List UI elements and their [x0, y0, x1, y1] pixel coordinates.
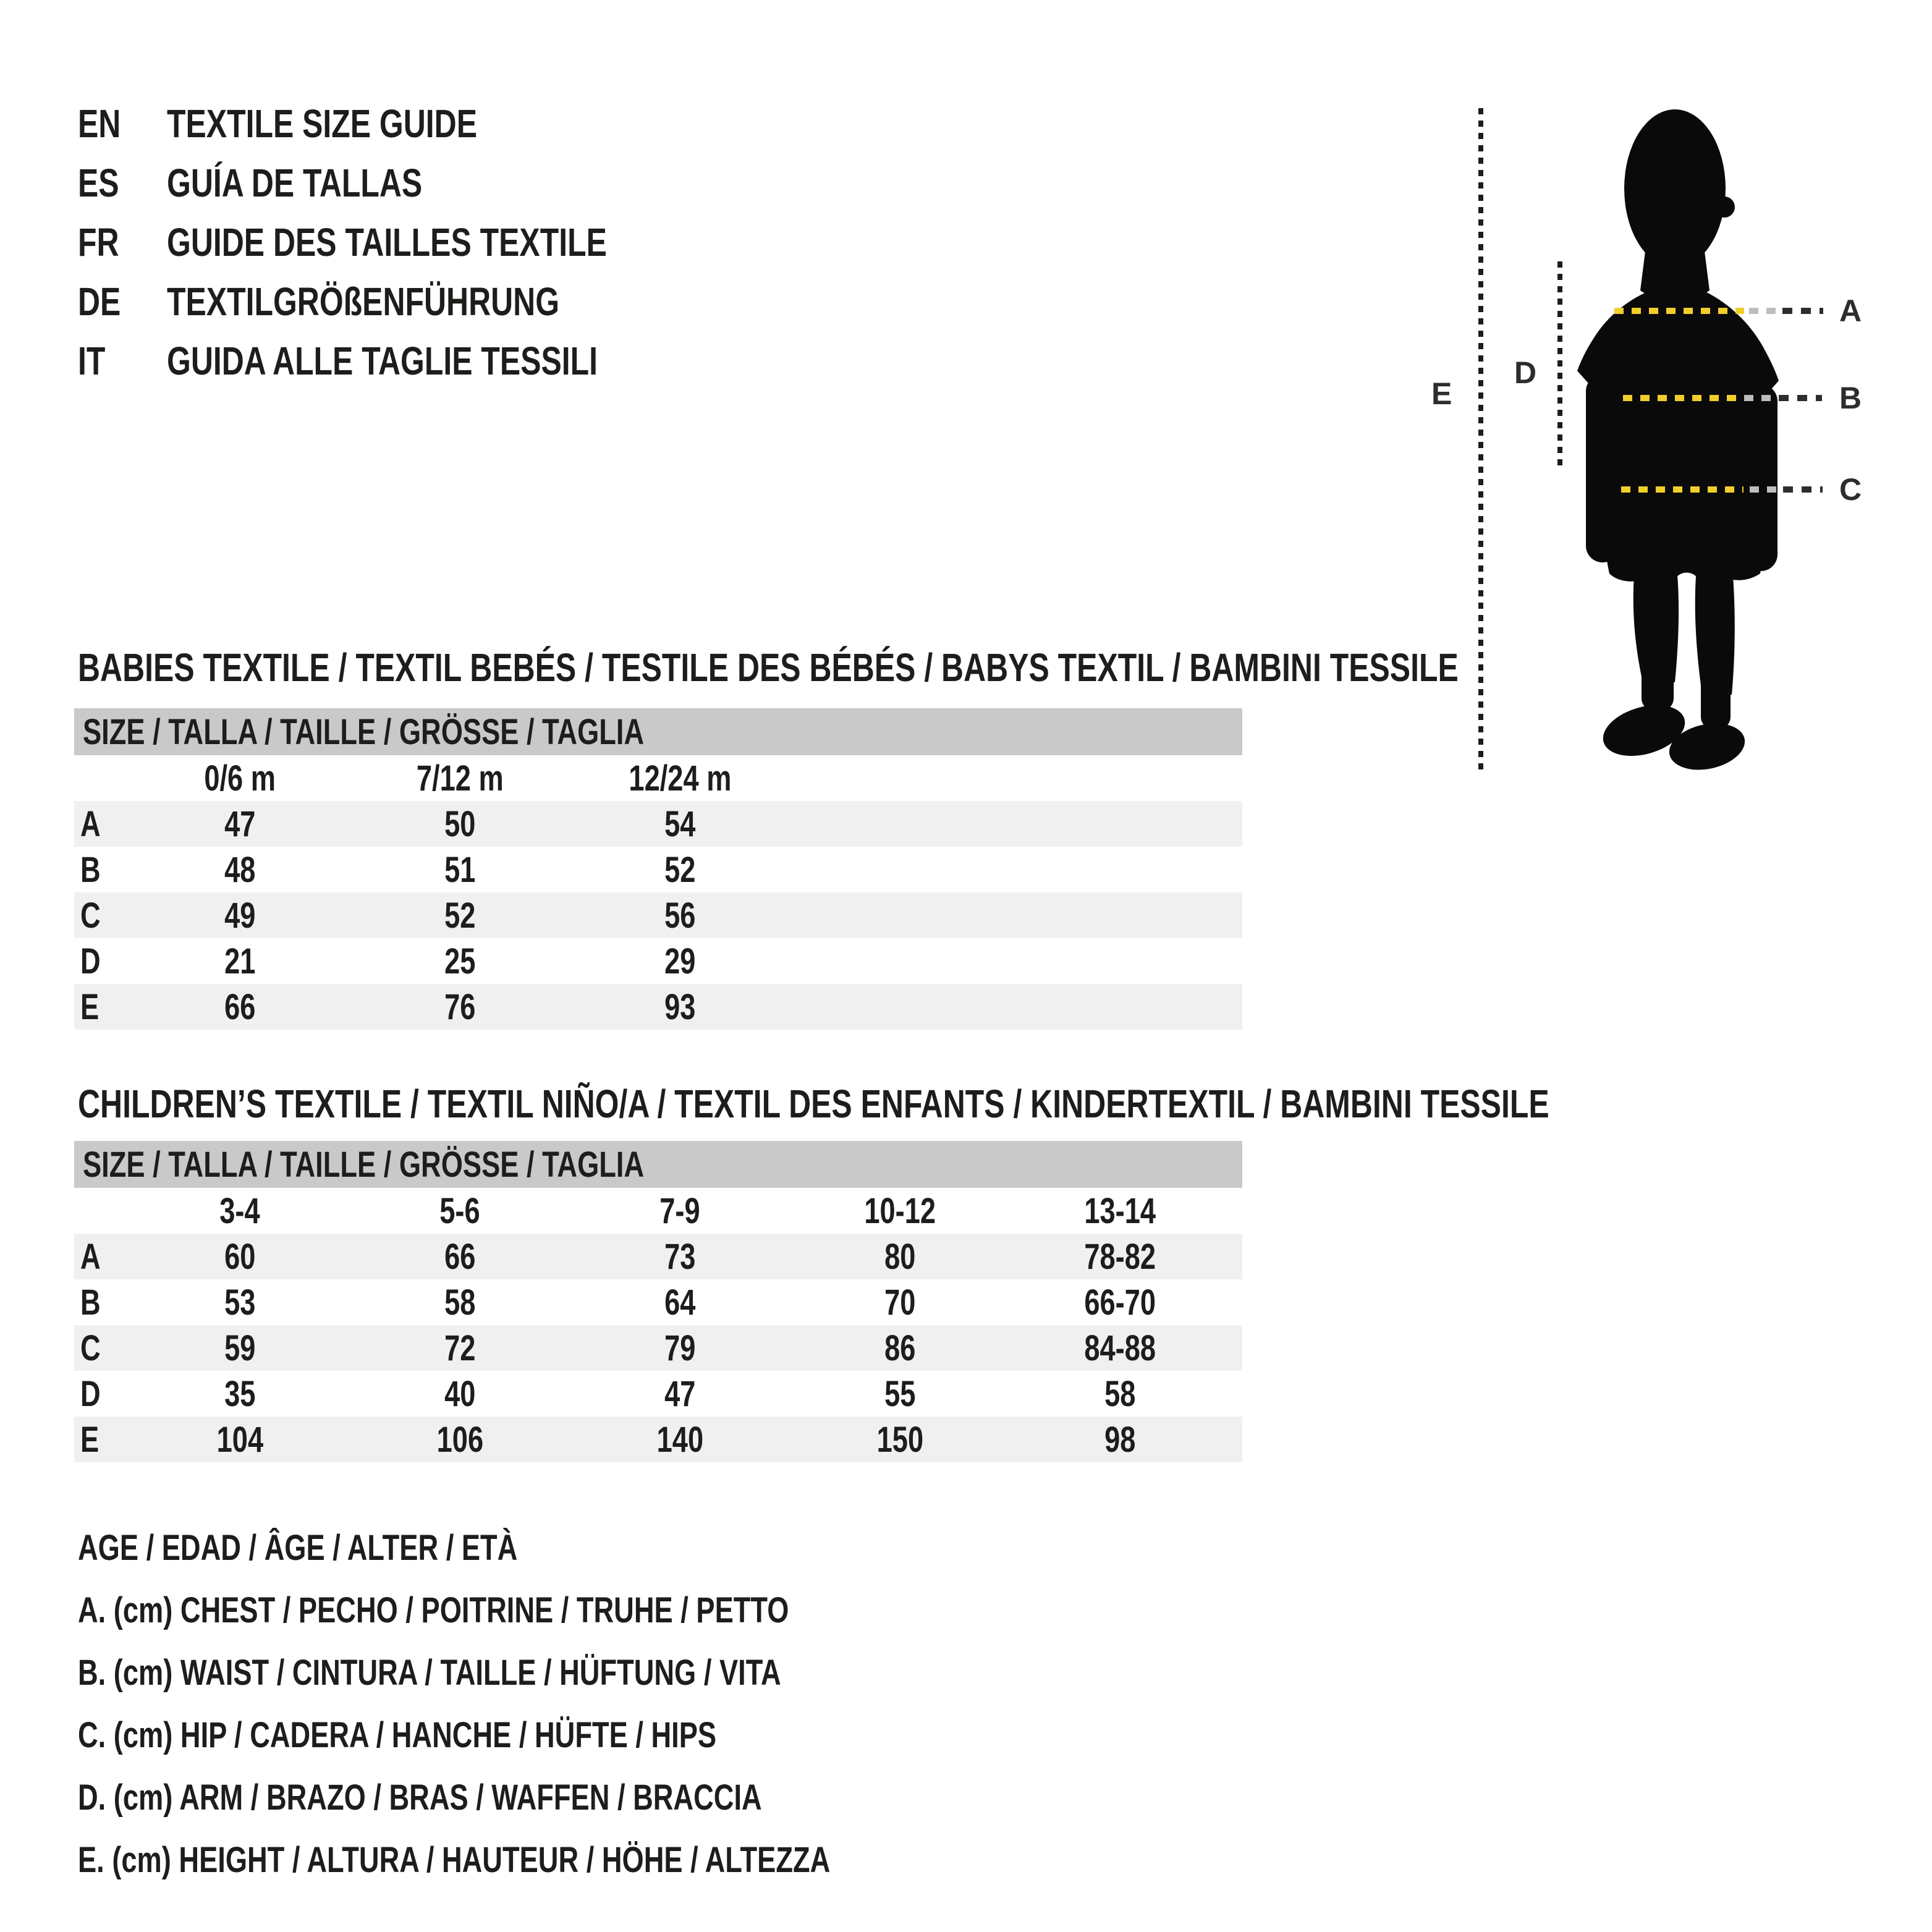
- babies-column-header-row: [74, 755, 1242, 801]
- cell-value: 21: [224, 941, 256, 981]
- babies-section-title: BABIES TEXTILE / TEXTIL BEBÉS / TESTILE DES BÉBÉS / BABYS TEXTIL / BAMBINI TESSILE: [78, 645, 1459, 690]
- measure-label-a: A: [1839, 294, 1862, 328]
- language-code: ES: [78, 161, 119, 205]
- cell-value: 106: [436, 1419, 483, 1460]
- children-column-header-row: [74, 1188, 1242, 1234]
- column-header: 13-14: [1084, 1190, 1156, 1231]
- column-header: 0/6 m: [204, 758, 276, 799]
- arm-measure-dotted-line: [1557, 261, 1562, 470]
- cell-value: 86: [884, 1328, 916, 1368]
- waist-line-yellow-dashes: [1623, 395, 1737, 401]
- hip-line-yellow-dashes: [1621, 486, 1743, 493]
- cell-value: 53: [224, 1282, 256, 1323]
- cell-value: 79: [664, 1328, 696, 1368]
- babies-size-header-bar: SIZE / TALLA / TAILLE / GRÖSSE / TAGLIA: [74, 708, 1242, 755]
- language-title-list: [78, 94, 731, 391]
- cell-value: 80: [884, 1236, 916, 1277]
- legend-line-hip: C. (cm) HIP / CADERA / HANCHE / HÜFTE / HIPS: [78, 1715, 717, 1755]
- cell-value: 66: [444, 1236, 476, 1277]
- row-label: B: [80, 849, 101, 890]
- row-label: A: [80, 1236, 101, 1277]
- measure-label-c: C: [1839, 472, 1862, 507]
- row-label: E: [80, 986, 100, 1027]
- children-size-table: [74, 1141, 1242, 1462]
- cell-value: 64: [664, 1282, 696, 1323]
- hip-line-dark-dashes: [1783, 486, 1823, 493]
- cell-value: 76: [444, 986, 476, 1027]
- cell-value: 55: [884, 1373, 916, 1414]
- language-row-de: [78, 272, 731, 331]
- cell-value: 49: [224, 895, 256, 936]
- cell-value: 66: [224, 986, 256, 1027]
- measure-label-e: E: [1431, 376, 1452, 411]
- cell-value: 140: [656, 1419, 703, 1460]
- cell-value: 52: [664, 849, 696, 890]
- cell-value: 48: [224, 849, 256, 890]
- chest-line-gray-dashes: [1749, 308, 1777, 314]
- language-code: FR: [78, 220, 119, 265]
- measure-label-d: D: [1514, 355, 1537, 390]
- measure-label-b: B: [1839, 381, 1862, 415]
- cell-value: 47: [664, 1373, 696, 1414]
- cell-value: 56: [664, 895, 696, 936]
- cell-value: 59: [224, 1328, 256, 1368]
- ear-bump: [1714, 197, 1735, 218]
- legend-line-arm: D. (cm) ARM / BRAZO / BRAS / WAFFEN / BRACCIA: [78, 1777, 762, 1818]
- column-header: 12/24 m: [628, 758, 731, 799]
- column-header: 5-6: [439, 1190, 480, 1231]
- cell-value: 51: [444, 849, 476, 890]
- language-code: DE: [78, 279, 121, 324]
- hip-line-gray-dashes: [1750, 486, 1778, 493]
- column-header: 10-12: [864, 1190, 936, 1231]
- cell-value: 60: [224, 1236, 256, 1277]
- column-header: 3-4: [219, 1190, 260, 1231]
- row-label: C: [80, 895, 101, 936]
- row-label: A: [80, 803, 101, 844]
- chest-line-dark-dashes: [1782, 308, 1823, 314]
- language-code: IT: [78, 339, 106, 383]
- chest-line-yellow-dashes: [1614, 308, 1744, 314]
- column-header: 7/12 m: [416, 758, 504, 799]
- row-label: D: [80, 1373, 101, 1414]
- table-row-b: [74, 1279, 1242, 1325]
- language-title: GUIDA ALLE TAGLIE TESSILI: [167, 339, 598, 383]
- language-row-en: [78, 94, 731, 153]
- cell-value: 84-88: [1084, 1328, 1156, 1368]
- cell-value: 98: [1104, 1419, 1136, 1460]
- cell-value: 73: [664, 1236, 696, 1277]
- cell-value: 70: [884, 1282, 916, 1323]
- table-row-c: [74, 1325, 1242, 1371]
- language-title: GUIDE DES TAILLES TEXTILE: [167, 220, 607, 265]
- cell-value: 35: [224, 1373, 256, 1414]
- table-row-b: [74, 847, 1242, 892]
- language-title: GUÍA DE TALLAS: [167, 161, 423, 205]
- cell-value: 47: [224, 803, 256, 844]
- table-row-d: [74, 1371, 1242, 1417]
- cell-value: 40: [444, 1373, 476, 1414]
- children-size-header-bar: SIZE / TALLA / TAILLE / GRÖSSE / TAGLIA: [74, 1141, 1242, 1188]
- row-label: D: [80, 941, 101, 981]
- waist-line-dark-dashes: [1779, 395, 1822, 401]
- language-row-fr: [78, 213, 731, 272]
- table-row-a: [74, 1234, 1242, 1279]
- row-label: C: [80, 1328, 101, 1368]
- language-row-es: [78, 153, 731, 213]
- cell-value: 58: [444, 1282, 476, 1323]
- table-row-e: [74, 984, 1242, 1030]
- cell-value: 93: [664, 986, 696, 1027]
- cell-value: 66-70: [1084, 1282, 1156, 1323]
- cell-value: 78-82: [1084, 1236, 1156, 1277]
- cell-value: 29: [664, 941, 696, 981]
- table-row-c: [74, 892, 1242, 938]
- language-title: TEXTILGRÖßENFÜHRUNG: [167, 279, 560, 324]
- language-row-it: [78, 331, 731, 391]
- table-row-a: [74, 801, 1242, 847]
- children-section-title: CHILDREN’S TEXTILE / TEXTIL NIÑO/A / TEXTIL DES ENFANTS / KINDERTEXTIL / BAMBINI TESSILE: [78, 1082, 1549, 1126]
- cell-value: 72: [444, 1328, 476, 1368]
- cell-value: 58: [1104, 1373, 1136, 1414]
- measurement-legend: [78, 1517, 1043, 1891]
- row-label: B: [80, 1282, 101, 1323]
- column-header: 7-9: [659, 1190, 700, 1231]
- cell-value: 150: [876, 1419, 923, 1460]
- table-row-e: [74, 1417, 1242, 1462]
- legend-line-chest: A. (cm) CHEST / PECHO / POITRINE / TRUHE / PETTO: [78, 1590, 789, 1630]
- babies-size-table: [74, 708, 1242, 1030]
- waist-line-gray-dashes: [1744, 395, 1774, 401]
- row-label: E: [80, 1419, 100, 1460]
- language-code: EN: [78, 101, 121, 146]
- cell-value: 25: [444, 941, 476, 981]
- cell-value: 52: [444, 895, 476, 936]
- cell-value: 50: [444, 803, 476, 844]
- table-row-d: [74, 938, 1242, 984]
- cell-value: 104: [216, 1419, 263, 1460]
- cell-value: 54: [664, 803, 696, 844]
- legend-line-height: E. (cm) HEIGHT / ALTURA / HAUTEUR / HÖHE / ALTEZZA: [78, 1840, 831, 1880]
- legend-line-waist: B. (cm) WAIST / CINTURA / TAILLE / HÜFTUNG / VITA: [78, 1653, 781, 1693]
- legend-line-age: AGE / EDAD / ÂGE / ALTER / ETÀ: [78, 1528, 518, 1568]
- language-title: TEXTILE SIZE GUIDE: [167, 101, 478, 146]
